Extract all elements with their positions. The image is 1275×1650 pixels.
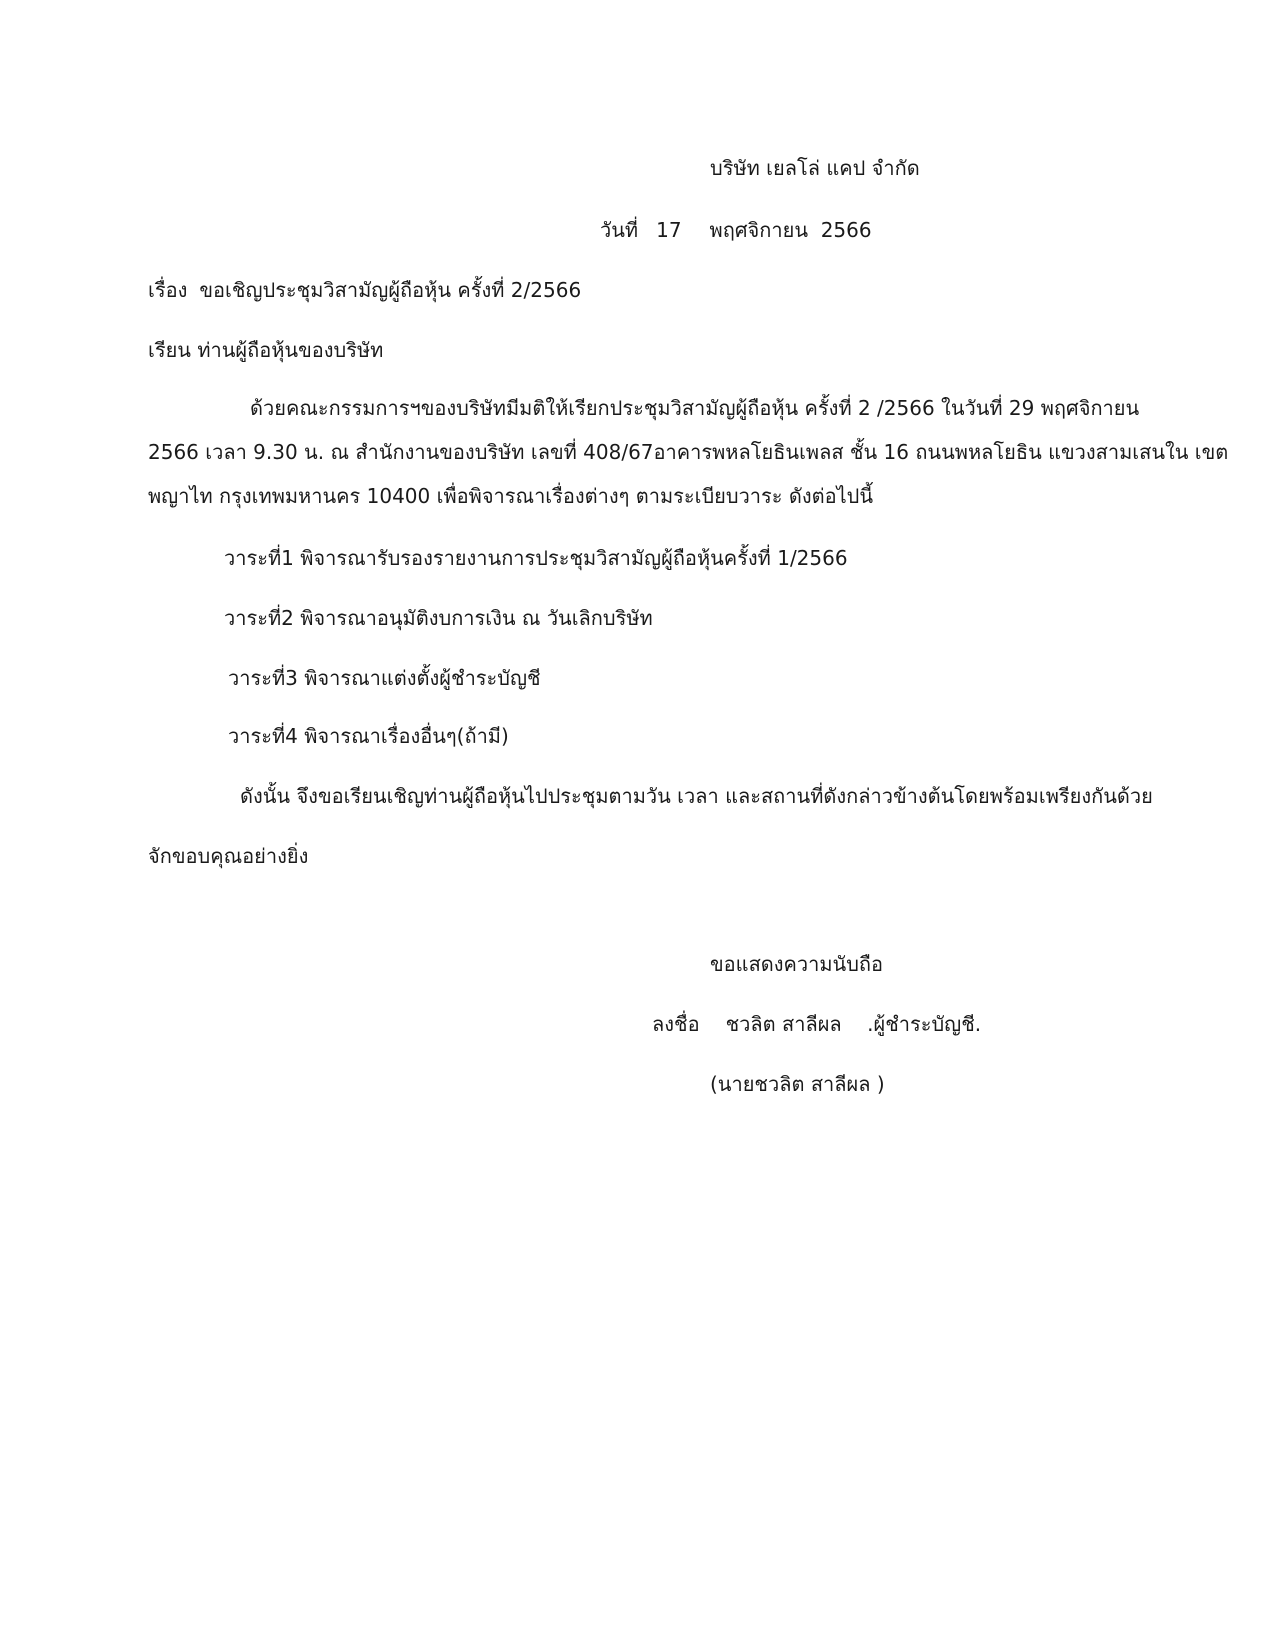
letter-date <box>600 216 872 244</box>
subject-text: ขอเชิญประชุมวิสามัญผู้ถือหุ้น ครั้งที่ 2/2566 <box>199 278 582 302</box>
date-month: พฤศจิกายน <box>709 218 808 242</box>
body-line-1: ด้วยคณะกรรมการฯของบริษัทมีมติให้เรียกประชุมวิสามัญผู้ถือหุ้น ครั้งที่ 2 /2566 ในวันที่ 29 พฤศจิกายน <box>250 396 1140 420</box>
subject-line <box>148 276 581 304</box>
subject-label: เรื่อง <box>148 278 188 302</box>
regards-line: ขอแสดงความนับถือ <box>710 952 884 976</box>
date-day: 17 <box>656 218 682 242</box>
signature-label: ลงชื่อ <box>652 1012 700 1036</box>
agenda-item-4: วาระที่4 พิจารณาเรื่องอื่นๆ(ถ้ามี) <box>228 724 509 748</box>
body-line-3: พญาไท กรุงเทพมหานคร 10400 เพื่อพิจารณาเรื่องต่างๆ ตามระเบียบวาระ ดังต่อไปนี้ <box>148 484 874 508</box>
signature-name: ชวลิต สาลีผล <box>725 1012 842 1036</box>
body-line-2: 2566 เวลา 9.30 น. ณ สำนักงานของบริษัท เลขที่ 408/67อาคารพหลโยธินเพลส ชั้น 16 ถนนพหลโยธิน แขวงสามเสนใน เขต <box>148 440 1229 464</box>
signer-full-name: (นายชวลิต สาลีผล ) <box>710 1072 885 1096</box>
thanks-line: จักขอบคุณอย่างยิ่ง <box>148 844 309 868</box>
date-prefix: วันที่ <box>600 218 639 242</box>
agenda-item-2: วาระที่2 พิจารณาอนุมัติงบการเงิน ณ วันเลิกบริษัท <box>224 606 653 630</box>
company-name: บริษัท เยลโล่ แคป จำกัด <box>710 156 920 180</box>
agenda-item-3: วาระที่3 พิจารณาแต่งตั้งผู้ชำระบัญชี <box>228 666 541 690</box>
recipient-line: เรียน ท่านผู้ถือหุ้นของบริษัท <box>148 338 384 362</box>
agenda-item-1: วาระที่1 พิจารณารับรองรายงานการประชุมวิสามัญผู้ถือหุ้นครั้งที่ 1/2566 <box>224 546 848 570</box>
date-year: 2566 <box>820 218 872 242</box>
signature-line <box>652 1010 981 1038</box>
closing-paragraph: ดังนั้น จึงขอเรียนเชิญท่านผู้ถือหุ้นไปประชุมตามวัน เวลา และสถานที่ดังกล่าวข้างต้นโดยพร้อมเพรียงกันด้วย <box>240 784 1153 808</box>
signature-title: .ผู้ชำระบัญชี. <box>867 1012 982 1036</box>
